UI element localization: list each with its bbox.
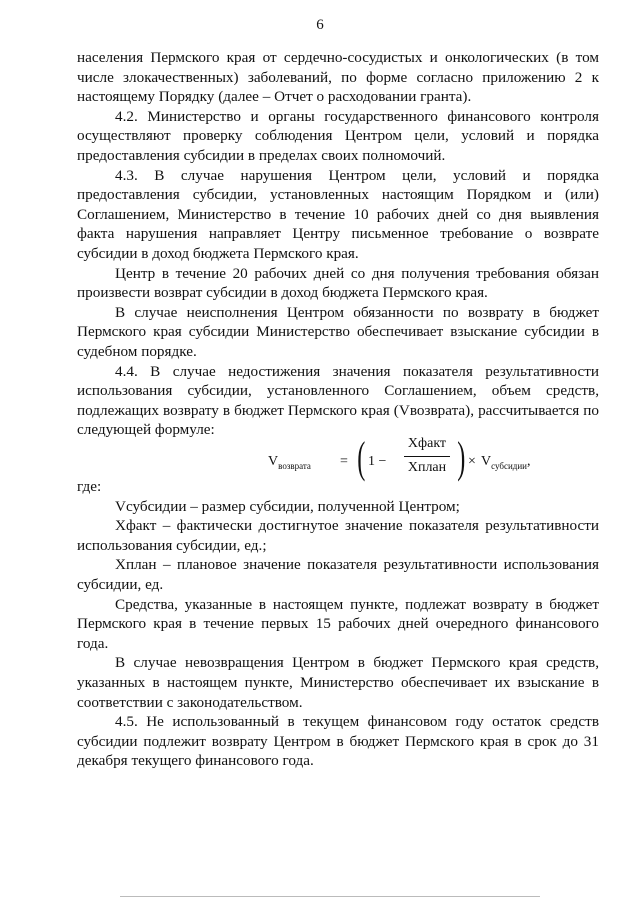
paragraph-4-3: 4.3. В случае нарушения Центром цели, условий и порядка предоставления субсидии, установленных настоящим Порядком и (или) Соглашением, Министерство в течение 10 рабочих дней со дня выявления факта нарушения направляет Центру письменное требование о возврате субсидии в доход бюджета Пермского края. [77, 166, 599, 262]
paragraph-nonreturn: В случае невозвращения Центром в бюджет Пермского края средств, указанных в настоящем пункте, Министерство обеспечивает их взыскание в соответствии с законодательством. [77, 654, 599, 711]
paragraph-court-recovery: В случае неисполнения Центром обязанности по возврату в бюджет Пермского края субсидии Министерство обеспечивает взыскание субсидии в судебном порядке. [77, 303, 599, 360]
where-label: где: [77, 478, 102, 495]
paragraph-funds-return: Средства, указанные в настоящем пункте, подлежат возврату в бюджет Пермского края в течение первых 15 рабочих дней очередного финансового года. [77, 595, 599, 652]
formula-equals: = [340, 454, 348, 469]
formula-one-minus: 1 − [368, 454, 387, 469]
document-body-after-formula [77, 477, 599, 771]
paragraph-4-5: 4.5. Не использованный в текущем финансовом году остаток средств субсидии подлежит возврату Центром в бюджет Пермского края в срок до 31 декабря текущего финансового года. [77, 713, 599, 770]
formula-times: × [468, 454, 476, 469]
formula-numerator: Xфакт [407, 436, 447, 451]
footer-rule [120, 896, 540, 897]
formula-fraction-bar [404, 456, 450, 457]
definition-x-plan: Xплан – плановое значение показателя результативности использования субсидии, ед. [77, 556, 599, 593]
paragraph-4-2: 4.2. Министерство и органы государственного финансового контроля осуществляют проверку соблюдения Центром цели, условий и порядка предоставления субсидии в пределах своих полномочий. [77, 107, 599, 164]
definition-v-subsidy: Vсубсидии – размер субсидии, полученной Центром; [115, 497, 460, 515]
paragraph-4-4: 4.4. В случае недостижения значения показателя результативности использования субсидии, установленного Соглашением, объем средств, подлежащих возврату в бюджет Пермского края (Vвозврата), рассчитывается по следующей формуле: [77, 362, 599, 439]
formula-denominator: Xплан [407, 460, 447, 475]
formula-v-subsidy: $V_{субсидии}$, [481, 454, 531, 471]
page-number: 6 [316, 17, 324, 33]
document-body [77, 48, 599, 440]
definition-x-fact: Xфакт – фактически достигнутое значение показателя результативности использования субсидии, ед.; [77, 517, 599, 554]
paragraph-continuation: населения Пермского края от сердечно-сосудистых и онкологических (в том числе злокачественных) заболеваний, по форме согласно приложению 2 к настоящему Порядку (далее – Отчет о расходовании гранта). [77, 49, 599, 106]
formula-right-paren: ) [457, 433, 466, 482]
formula-left-paren: ( [357, 433, 366, 482]
paragraph-return-deadline: Центр в течение 20 рабочих дней со дня получения требования обязан произвести возврат субсидии в доход бюджета Пермского края. [77, 264, 599, 302]
formula-v-return: $V_{возврата}$ [268, 454, 311, 471]
